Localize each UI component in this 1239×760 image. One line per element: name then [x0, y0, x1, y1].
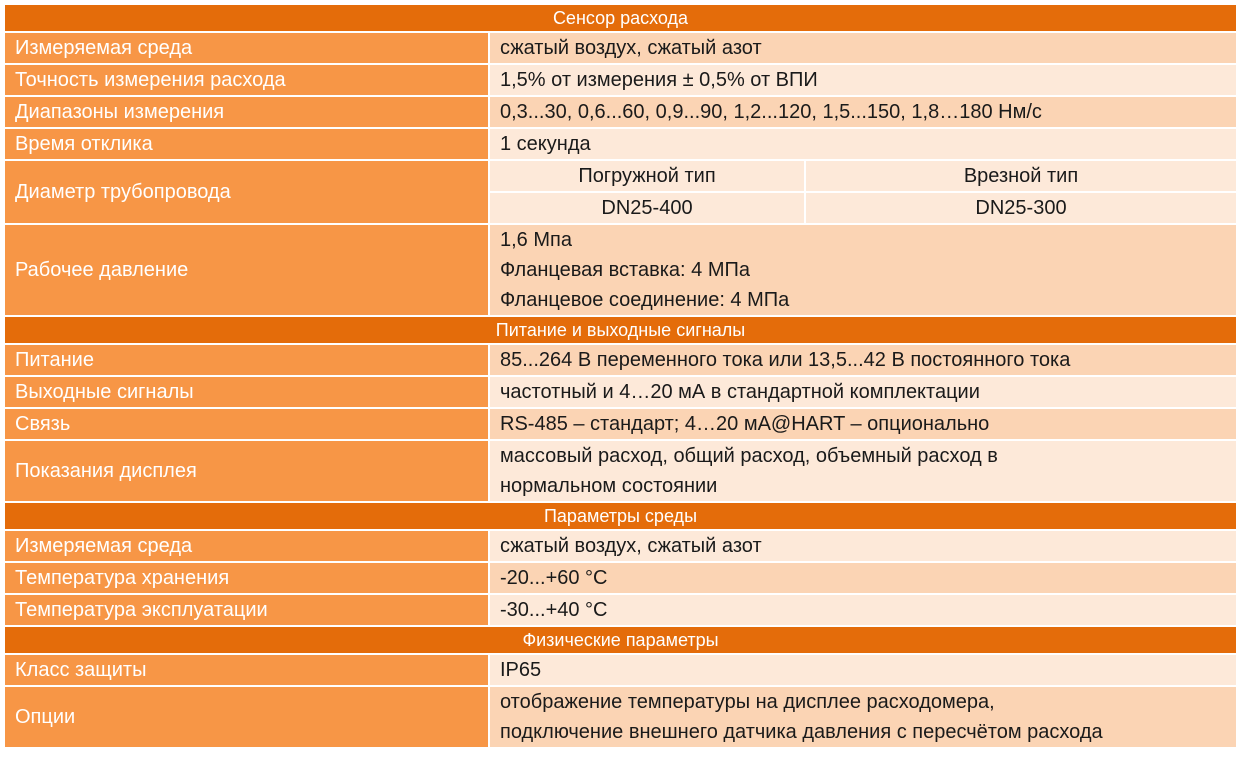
display-line: нормальном состоянии [500, 475, 718, 497]
row-label-env-medium: Измеряемая среда [4, 530, 489, 562]
row-value-accuracy: 1,5% от измерения ± 0,5% от ВПИ [489, 64, 1237, 96]
pressure-line: 1,6 Мпа [500, 229, 572, 251]
table-row [4, 408, 1237, 440]
table-row [4, 440, 1237, 502]
row-label-ranges: Диапазоны измерения [4, 96, 489, 128]
spec-table [3, 3, 1238, 749]
row-value-operating-temp: -30...+40 °C [489, 594, 1237, 626]
table-row [4, 686, 1237, 748]
options-line: отображение температуры на дисплее расходомера, [500, 691, 995, 713]
row-value-ranges: 0,3...30, 0,6...60, 0,9...90, 1,2...120, 1,5...150, 1,8…180 Нм/с [489, 96, 1237, 128]
row-value-options [489, 686, 1237, 748]
pressure-line: Фланцевое соединение: 4 МПа [500, 289, 790, 311]
table-row [4, 128, 1237, 160]
table-row [4, 654, 1237, 686]
options-line: подключение внешнего датчика давления с пересчётом расхода [500, 721, 1103, 743]
display-line: массовый расход, общий расход, объемный расход в [500, 445, 998, 467]
section-title-physical: Физические параметры [4, 626, 1237, 654]
row-value-response: 1 секунда [489, 128, 1237, 160]
row-label-response: Время отклика [4, 128, 489, 160]
row-label-accuracy: Точность измерения расхода [4, 64, 489, 96]
row-label-diameter: Диаметр трубопровода [4, 160, 489, 224]
diameter-col1-value: DN25-400 [489, 192, 805, 224]
table-row [4, 160, 1237, 192]
section-header-row [4, 4, 1237, 32]
table-row [4, 64, 1237, 96]
section-header-row [4, 316, 1237, 344]
row-label-operating-temp: Температура эксплуатации [4, 594, 489, 626]
row-label-comm: Связь [4, 408, 489, 440]
pressure-line: Фланцевая вставка: 4 МПа [500, 259, 750, 281]
diameter-col2-header: Врезной тип [805, 160, 1237, 192]
row-label-outputs: Выходные сигналы [4, 376, 489, 408]
section-header-row [4, 626, 1237, 654]
row-label-protection: Класс защиты [4, 654, 489, 686]
row-label-power: Питание [4, 344, 489, 376]
row-label-medium: Измеряемая среда [4, 32, 489, 64]
table-row [4, 32, 1237, 64]
row-value-power: 85...264 В переменного тока или 13,5...42 В постоянного тока [489, 344, 1237, 376]
diameter-col2-value: DN25-300 [805, 192, 1237, 224]
table-row [4, 594, 1237, 626]
table-row [4, 530, 1237, 562]
row-value-comm: RS-485 – стандарт; 4…20 мА@HART – опционально [489, 408, 1237, 440]
table-row [4, 376, 1237, 408]
table-row [4, 562, 1237, 594]
section-title-flow-sensor: Сенсор расхода [4, 4, 1237, 32]
section-title-power: Питание и выходные сигналы [4, 316, 1237, 344]
table-row [4, 344, 1237, 376]
row-label-pressure: Рабочее давление [4, 224, 489, 316]
row-label-display: Показания дисплея [4, 440, 489, 502]
row-value-protection: IP65 [489, 654, 1237, 686]
row-value-pressure [489, 224, 1237, 316]
row-value-medium: сжатый воздух, сжатый азот [489, 32, 1237, 64]
row-value-env-medium: сжатый воздух, сжатый азот [489, 530, 1237, 562]
section-title-environment: Параметры среды [4, 502, 1237, 530]
table-row [4, 224, 1237, 316]
row-value-display [489, 440, 1237, 502]
row-value-storage-temp: -20...+60 °C [489, 562, 1237, 594]
row-label-options: Опции [4, 686, 489, 748]
table-row [4, 96, 1237, 128]
section-header-row [4, 502, 1237, 530]
diameter-col1-header: Погружной тип [489, 160, 805, 192]
row-value-outputs: частотный и 4…20 мА в стандартной комплектации [489, 376, 1237, 408]
row-label-storage-temp: Температура хранения [4, 562, 489, 594]
